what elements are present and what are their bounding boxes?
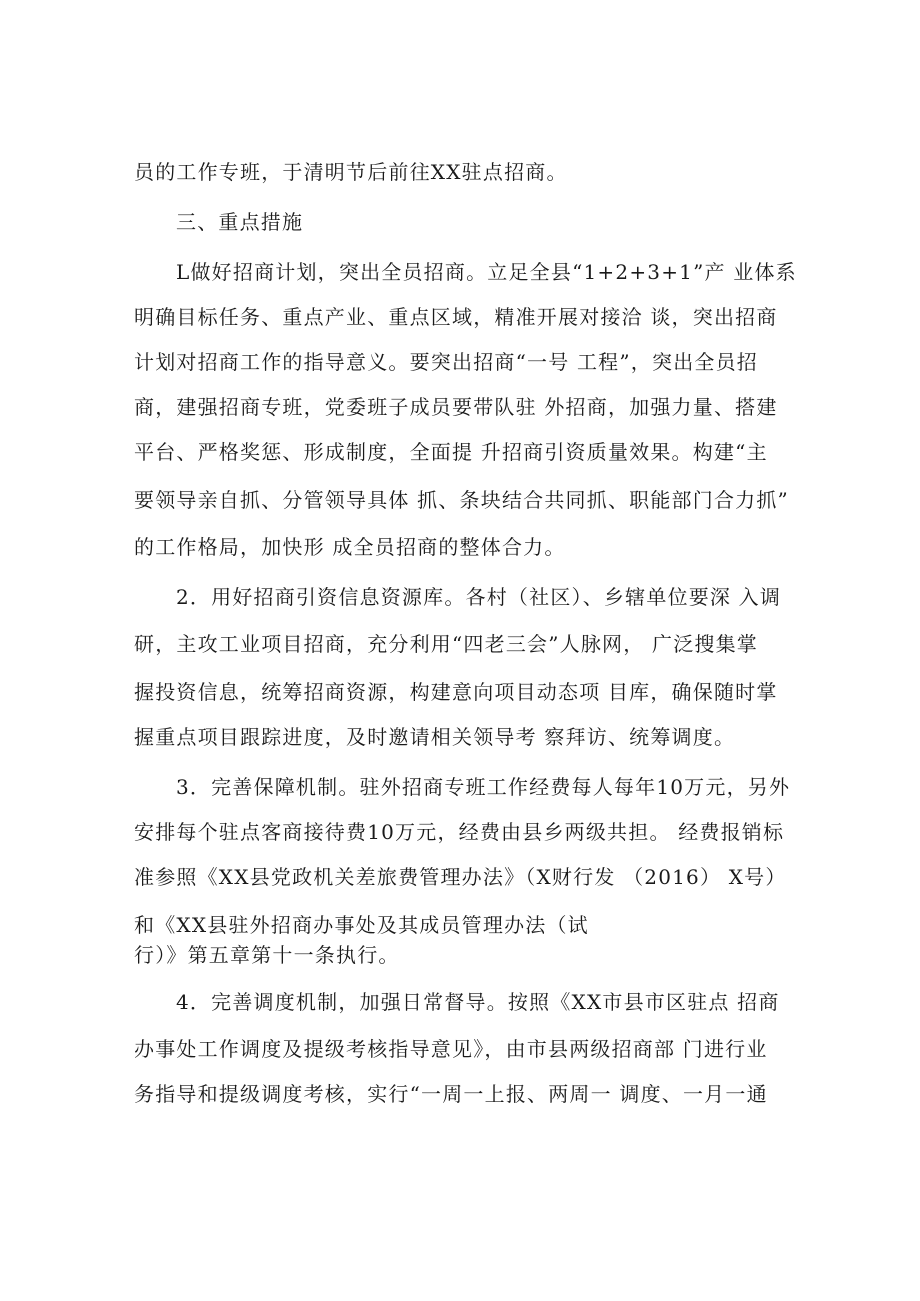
text-line: 握投资信息，统筹招商资源，构建意向项目动态项 目库，确保随时掌 [134, 680, 778, 704]
text-line: 握重点项目跟踪进度，及时邀请相关领导考 察拜访、统筹调度。 [134, 725, 736, 749]
section-heading: 三、重点措施 [176, 210, 304, 234]
text-line: 和《XX县驻外招商办事处及其成员管理办法（试 [134, 913, 589, 937]
text-line: 行）》第五章第十一条执行。 [134, 943, 400, 967]
text-line: L做好招商计划，突出全员招商。立足全县“1+2+3+1”产 业体系 [176, 260, 797, 284]
text-line: 员的工作专班，于清明节后前往XX驻点招商。 [134, 160, 568, 184]
text-line: 计划对招商工作的指导意义。要突出招商“一号 工程”，突出全员招 [134, 350, 759, 374]
text-line: 办事处工作调度及提级考核指导意见》，由市县两级招商部 门进行业 [134, 1037, 768, 1061]
text-line: 商，建强招商专班，党委班子成员要带队驻 外招商，加强力量、搭建 [134, 395, 778, 419]
text-line: 4．完善调度机制，加强日常督导。按照《XX市县市区驻点 招商 [176, 990, 780, 1014]
text-line: 平台、严格奖惩、形成制度，全面提 升招商引资质量效果。构建“主 [134, 440, 768, 464]
text-line: 明确目标任务、重点产业、重点区域，精准开展对接洽 谈，突出招商 [134, 305, 778, 329]
text-line: 2．用好招商引资信息资源库。各村（社区）、乡辖单位要深 入调 [176, 585, 782, 609]
text-line: 研，主攻工业项目招商，充分利用“四老三会”人脉网， 广泛搜集掌 [134, 632, 759, 656]
text-line: 的工作格局，加快形 成全员招商的整体合力。 [134, 535, 566, 559]
text-line: 准参照《XX县党政机关差旅费管理办法》（X财行发 （2016） X号） [134, 865, 787, 889]
text-line: 安排每个驻点客商接待费10万元，经费由县乡两级共担。 经费报销标 [134, 820, 785, 844]
text-line: 要领导亲自抓、分管领导具体 抓、条块结合共同抓、职能部门合力抓” [134, 488, 789, 512]
text-line: 3．完善保障机制。驻外招商专班工作经费每人每年10万元，另外 [176, 775, 791, 799]
text-line: 务指导和提级调度考核，实行“一周一上报、两周一 调度、一月一通 [134, 1082, 768, 1106]
